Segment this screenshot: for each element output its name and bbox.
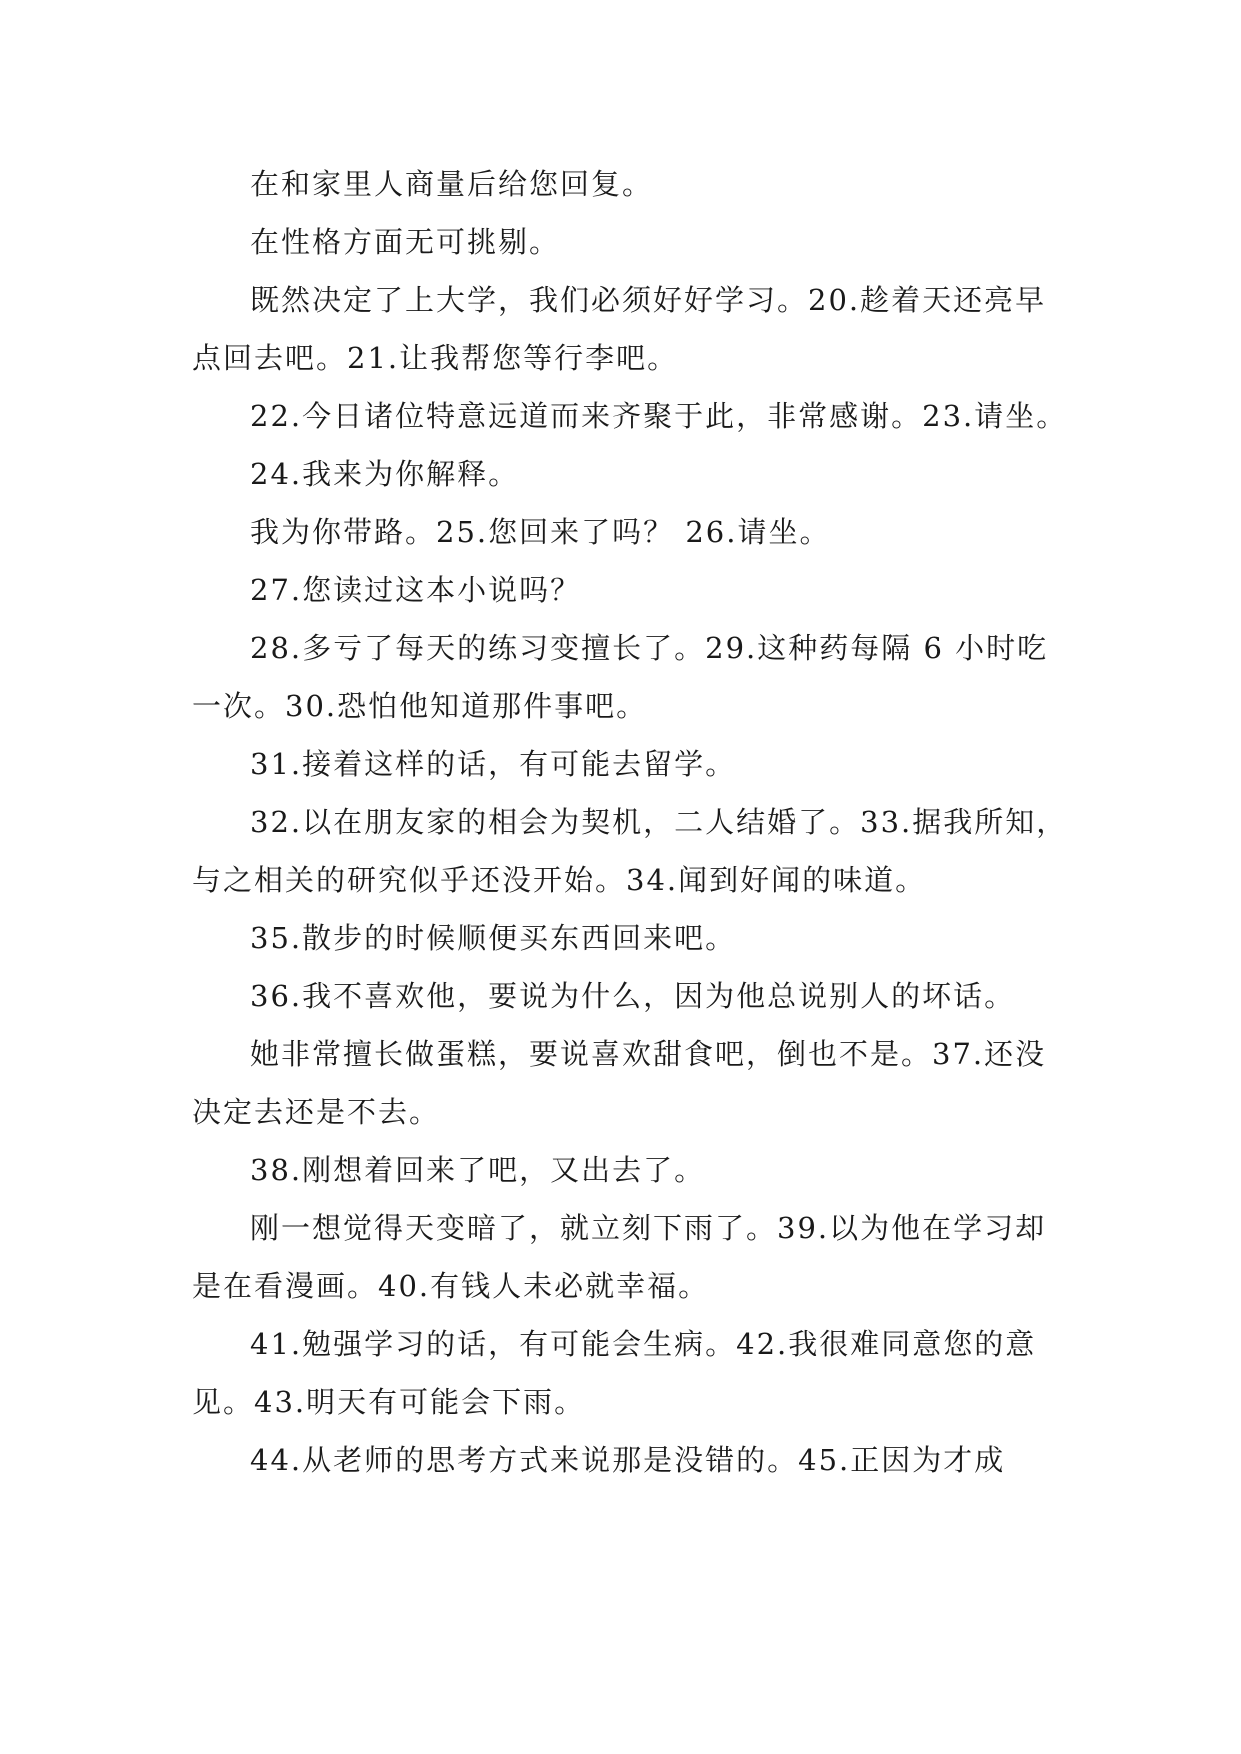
paragraph-5: 24.我来为你解释。 — [250, 457, 520, 491]
paragraph-15: 刚一想觉得天变暗了，就立刻下雨了。39.以为他在学习却是在看漫画。40.有钱人未必就幸福。 — [192, 1211, 1047, 1303]
paragraph-3: 既然决定了上大学，我们必须好好学习。20.趁着天还亮早点回去吧。21.让我帮您等行李吧。 — [192, 283, 1047, 375]
paragraph-6: 我为你带路。25.您回来了吗？ 26.请坐。 — [250, 515, 831, 549]
paragraph-13: 她非常擅长做蛋糕，要说喜欢甜食吧，倒也不是。37.还没决定去还是不去。 — [192, 1037, 1047, 1129]
paragraph-1: 在和家里人商量后给您回复。 — [250, 167, 654, 201]
paragraph-8: 28.多亏了每天的练习变擅长了。29.这种药每隔 6 小时吃一次。30.恐怕他知道那件事吧。 — [192, 631, 1049, 723]
paragraph-2: 在性格方面无可挑剔。 — [250, 225, 561, 259]
paragraph-17: 44.从老师的思考方式来说那是没错的。45.正因为才成 — [250, 1443, 1006, 1477]
paragraph-9: 31.接着这样的话，有可能去留学。 — [250, 747, 737, 781]
paragraph-11: 35.散步的时候顺便买东西回来吧。 — [250, 921, 737, 955]
paragraph-7: 27.您读过这本小说吗？ — [250, 573, 582, 607]
paragraph-4: 22.今日诸位特意远道而来齐聚于此，非常感谢。23.请坐。 — [250, 399, 1068, 433]
paragraph-14: 38.刚想着回来了吧，又出去了。 — [250, 1153, 706, 1187]
paragraph-16: 41.勉强学习的话，有可能会生病。42.我很难同意您的意见。43.明天有可能会下雨。 — [192, 1327, 1037, 1419]
document-body — [192, 155, 1072, 1489]
paragraph-12: 36.我不喜欢他，要说为什么，因为他总说别人的坏话。 — [250, 979, 1016, 1013]
paragraph-10: 32.以在朋友家的相会为契机，二人结婚了。33.据我所知，与之相关的研究似乎还没开始。34.闻到好闻的味道。 — [192, 805, 1068, 897]
